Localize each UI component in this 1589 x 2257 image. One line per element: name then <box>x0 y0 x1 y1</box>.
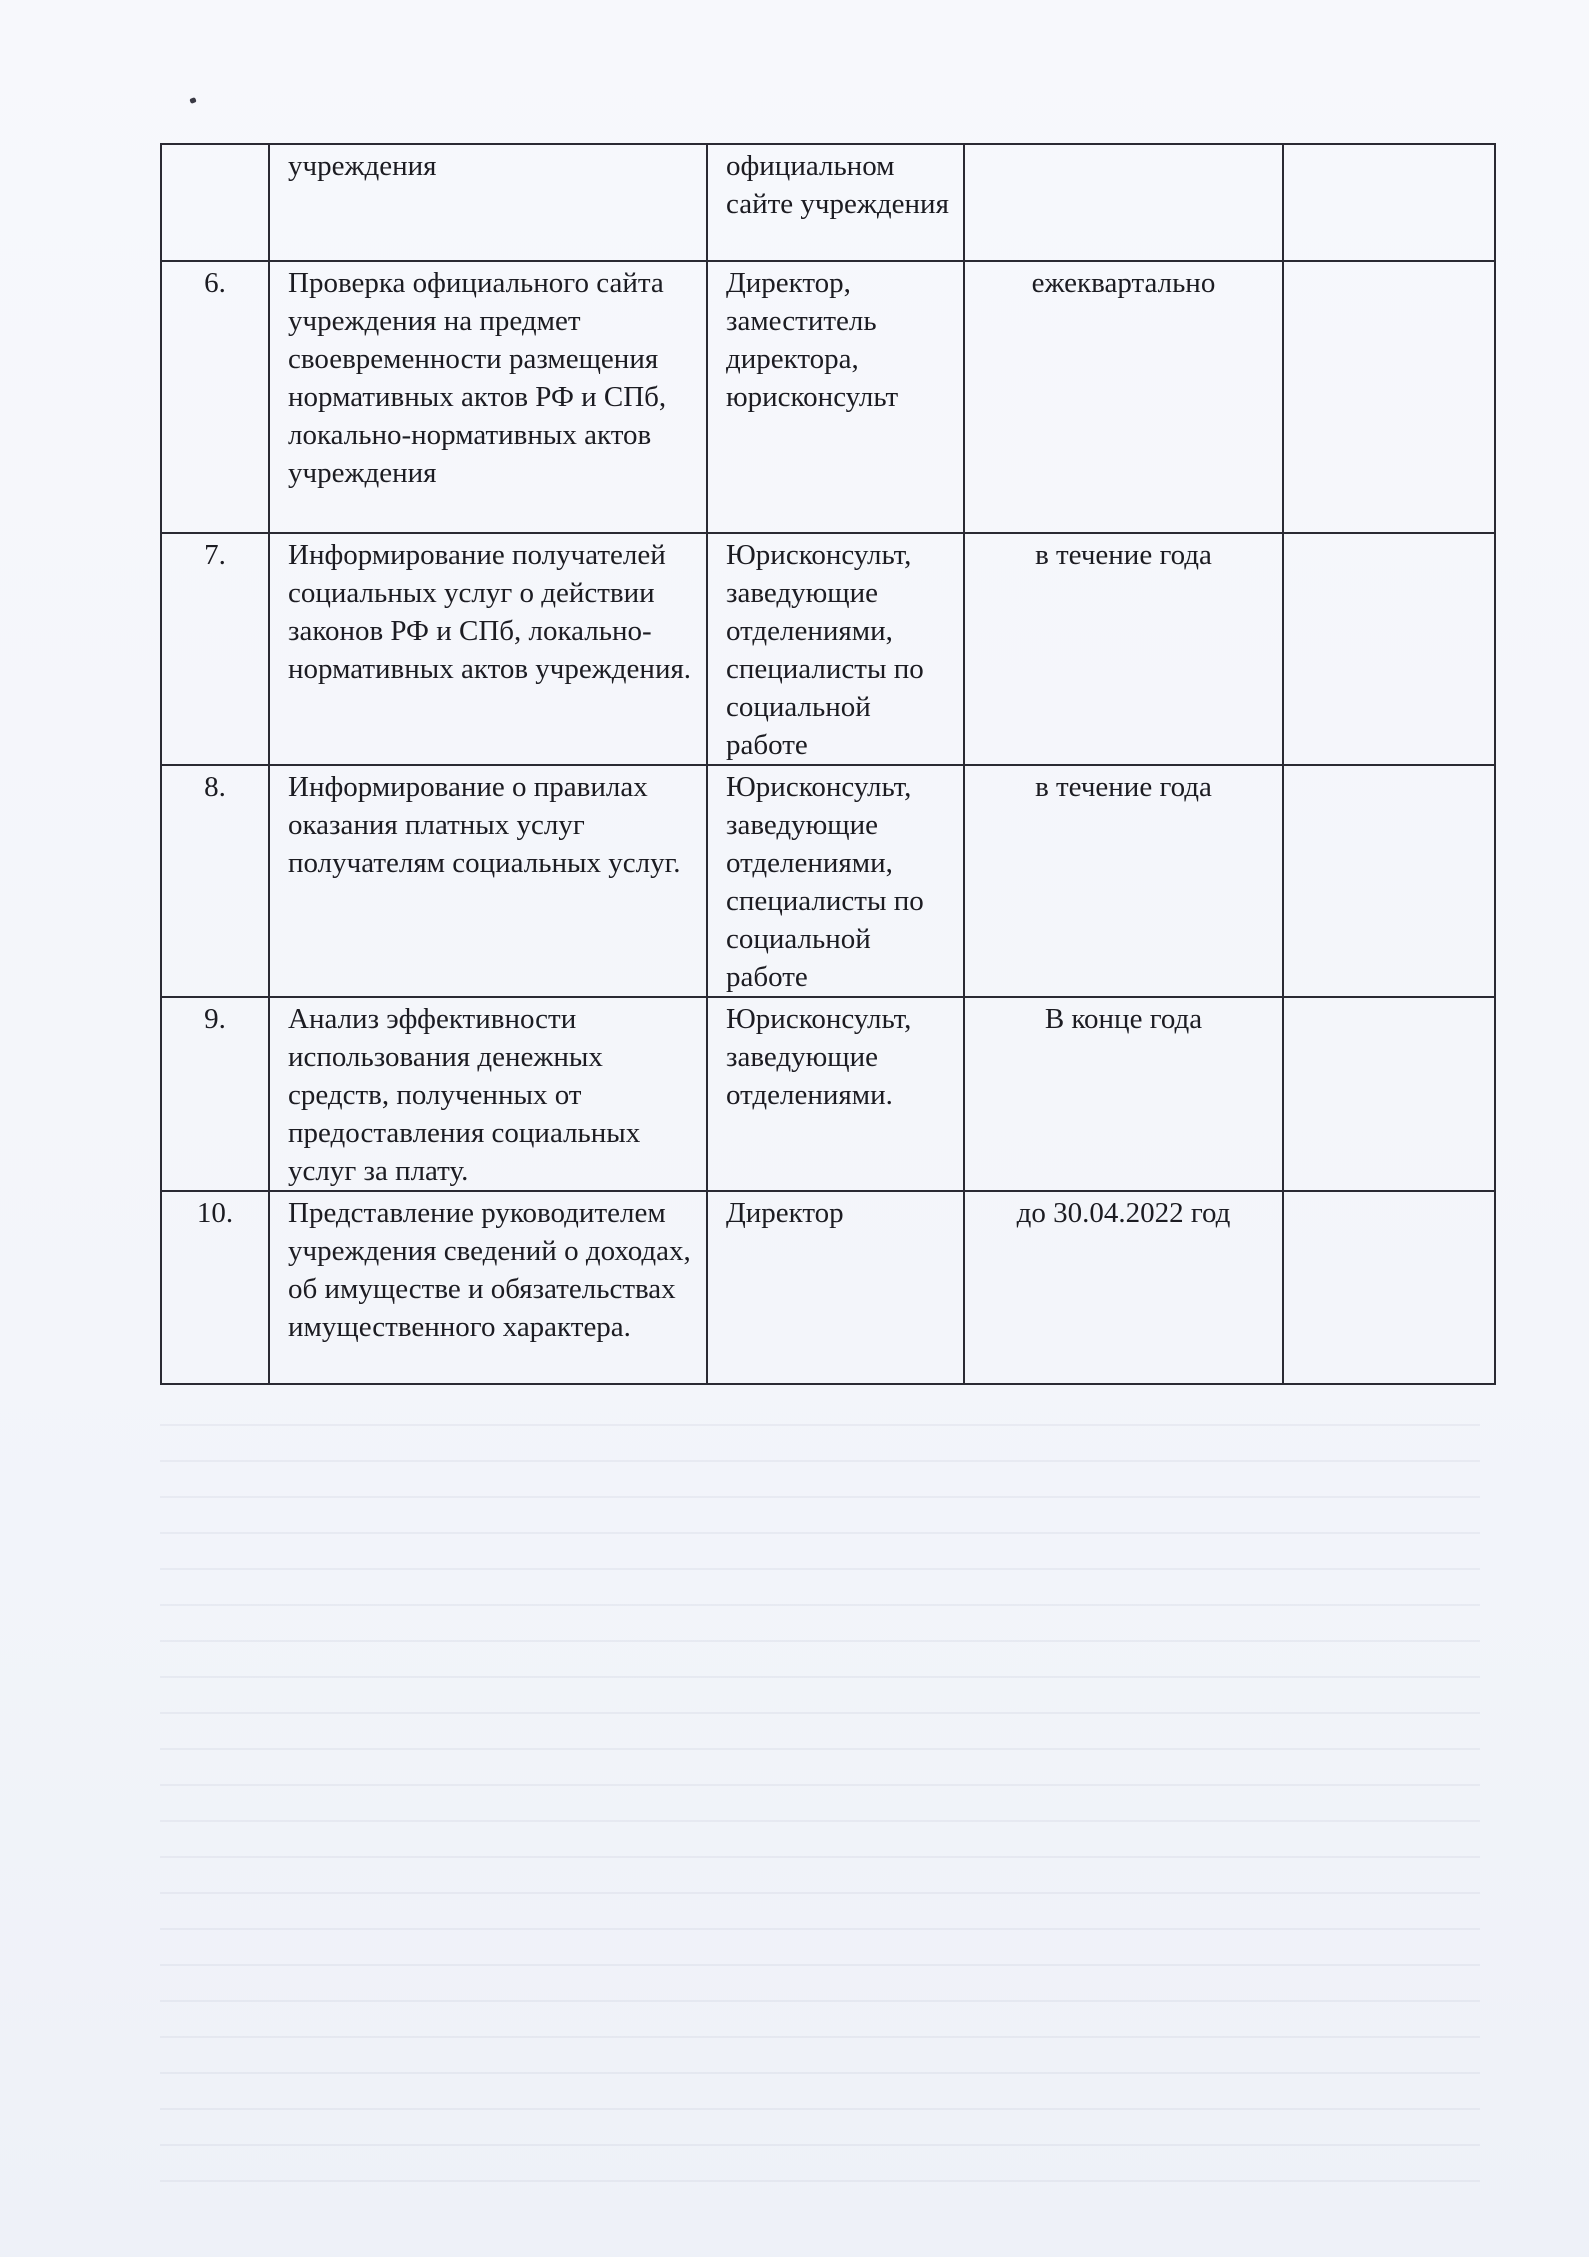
deadline-cell: до 30.04.2022 год <box>964 1191 1283 1384</box>
deadline-cell: в течение года <box>964 533 1283 765</box>
note-cell <box>1283 533 1495 765</box>
activity-cell: Проверка официального сайта учреждения на предмет своевременности размещения нормативных актов РФ и СПб, локально-нормативных актов учреждения <box>269 261 707 533</box>
activity-cell: Анализ эффективности использования денежных средств, полученных от предоставления социальных услуг за плату. <box>269 997 707 1191</box>
reverse-side-bleed-through <box>160 1390 1480 2190</box>
deadline-cell: в течение года <box>964 765 1283 997</box>
deadline-cell: В конце года <box>964 997 1283 1191</box>
table-row <box>161 1191 1495 1384</box>
deadline-cell <box>964 144 1283 261</box>
note-cell <box>1283 765 1495 997</box>
responsible-cell: Юрисконсульт, заведующие отделениями. <box>707 997 964 1191</box>
row-number: 7. <box>161 533 269 765</box>
responsible-cell: официальном сайте учреждения <box>707 144 964 261</box>
responsible-cell: Юрисконсульт, заведующие отделениями, специалисты по социальной работе <box>707 765 964 997</box>
scan-speck <box>189 97 196 104</box>
activity-cell: Представление руководителем учреждения сведений о доходах, об имуществе и обязательствах имущественного характера. <box>269 1191 707 1384</box>
row-number: 8. <box>161 765 269 997</box>
row-number: 9. <box>161 997 269 1191</box>
table-row <box>161 533 1495 765</box>
note-cell <box>1283 144 1495 261</box>
responsible-cell: Юрисконсульт, заведующие отделениями, специалисты по социальной работе <box>707 533 964 765</box>
activity-cell: Информирование получателей социальных услуг о действии законов РФ и СПб, локально-нормативных актов учреждения. <box>269 533 707 765</box>
table-row <box>161 765 1495 997</box>
table-row <box>161 261 1495 533</box>
note-cell <box>1283 1191 1495 1384</box>
activity-cell: Информирование о правилах оказания платных услуг получателям социальных услуг. <box>269 765 707 997</box>
row-number <box>161 144 269 261</box>
activity-cell: учреждения <box>269 144 707 261</box>
table-row <box>161 144 1495 261</box>
row-number: 10. <box>161 1191 269 1384</box>
responsible-cell: Директор, заместитель директора, юрисконсульт <box>707 261 964 533</box>
responsible-cell: Директор <box>707 1191 964 1384</box>
row-number: 6. <box>161 261 269 533</box>
deadline-cell: ежеквартально <box>964 261 1283 533</box>
note-cell <box>1283 261 1495 533</box>
note-cell <box>1283 997 1495 1191</box>
activity-plan-table <box>160 143 1496 1385</box>
table-row <box>161 997 1495 1191</box>
